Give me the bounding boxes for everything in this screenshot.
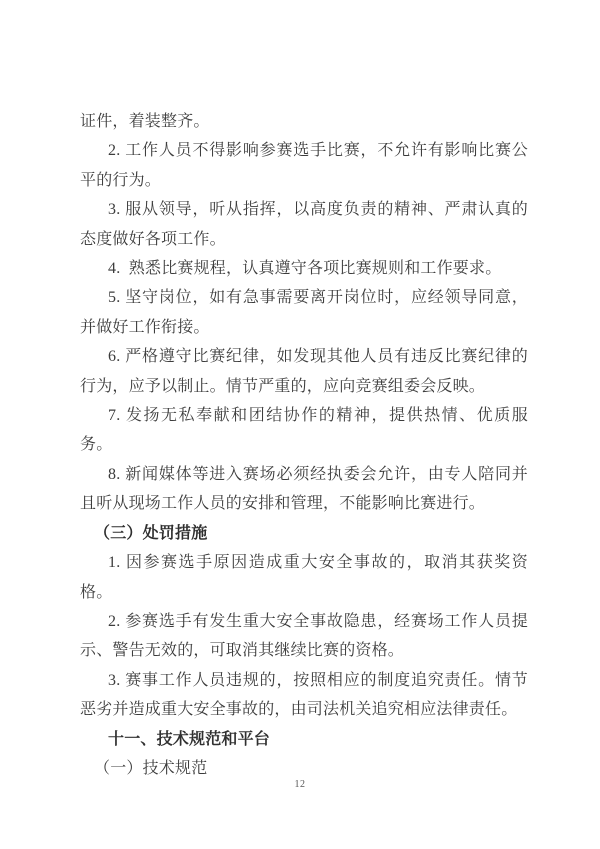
paragraph: 5. 坚守岗位，如有急事需要离开岗位时，应经领导同意，并做好工作衔接。 bbox=[80, 289, 528, 336]
chapter-heading-technical-specs-platform: 十一、技术规范和平台 bbox=[108, 730, 271, 748]
page-number: 12 bbox=[294, 779, 306, 790]
paragraph: 8. 新闻媒体等进入赛场必须经执委会允许，由专人陪同并且听从现场工作人员的安排和管理，不能影响比赛进行。 bbox=[80, 465, 528, 513]
paragraph: 2. 工作人员不得影响参赛选手比赛，不允许有影响比赛公平的行为。 bbox=[80, 142, 528, 189]
paragraph: 4. 熟悉比赛规程，认真遵守各项比赛规则和工作要求。 bbox=[108, 260, 502, 278]
subsection-heading-technical-specs: （一）技术规范 bbox=[94, 759, 208, 777]
paragraph: 7. 发扬无私奉献和团结协作的精神，提供热情、优质服务。 bbox=[80, 407, 528, 454]
paragraph: 2. 参赛选手有发生重大安全事故隐患，经赛场工作人员提示、警告无效的，可取消其继续比赛的资格。 bbox=[80, 612, 528, 660]
section-heading-punishment-measures: （三）处罚措施 bbox=[94, 524, 208, 542]
paragraph: 1. 因参赛选手原因造成重大安全事故的，取消其获奖资格。 bbox=[80, 554, 528, 601]
paragraph: 6. 严格遵守比赛纪律，如发现其他人员有违反比赛纪律的行为，应予以制止。情节严重的，应向竞赛组委会反映。 bbox=[80, 348, 528, 395]
paragraph: 3. 赛事工作人员违规的，按照相应的制度追究责任。情节恶劣并造成重大安全事故的，由司法机关追究相应法律责任。 bbox=[80, 671, 528, 719]
document-body bbox=[80, 107, 528, 783]
paragraph-continuation: 证件，着装整齐。 bbox=[80, 113, 210, 130]
paragraph: 3. 服从领导，听从指挥，以高度负责的精神、严肃认真的态度做好各项工作。 bbox=[80, 201, 528, 248]
